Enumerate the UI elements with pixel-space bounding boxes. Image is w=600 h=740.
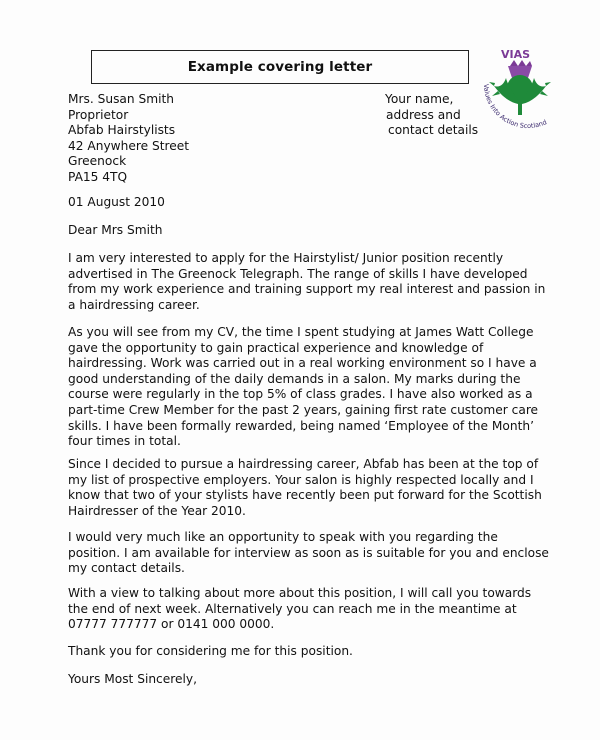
sender-line: Your name,: [385, 92, 454, 106]
paragraph-line: I am very interested to apply for the Hairstylist/ Junior position recently: [68, 251, 504, 265]
sender-line: address and: [386, 107, 461, 122]
vias-logo: [470, 44, 588, 140]
paragraph-line: four times in total.: [68, 434, 181, 449]
paragraph-line: hairdressing. Work was carried out in a real working environment so I have a: [68, 356, 537, 371]
paragraph-line: my contact details.: [68, 561, 185, 576]
paragraph-line: With a view to talking about more about this position, I will call you towards: [68, 586, 532, 600]
paragraph-line: position. I am available for interview as soon as is suitable for you and enclose: [68, 545, 549, 560]
thanks-line: Thank you for considering me for this position.: [68, 644, 353, 658]
salutation: Dear Mrs Smith: [68, 223, 163, 237]
paragraph-line: part-time Crew Member for the past 2 years, gaining first rate customer care: [68, 402, 539, 417]
recipient-street: 42 Anywhere Street: [68, 138, 189, 153]
paragraph-line: my list of prospective employers. Your salon is highly respected locally and I: [68, 472, 534, 487]
paragraph-line: Since I decided to pursue a hairdressing career, Abfab has been at the top of: [68, 457, 539, 471]
paragraph-line: the end of next week. Alternatively you can reach me in the meantime at: [68, 601, 517, 616]
paragraph-line: gave the opportunity to gain practical experience and knowledge of: [68, 340, 484, 355]
paragraph-line: course were regularly in the top 5% of class grades. I have also worked as a: [68, 387, 533, 402]
sender-address: [385, 92, 478, 139]
title-box: [91, 50, 469, 84]
paragraph-line: Hairdresser of the Year 2010.: [68, 503, 246, 518]
recipient-postcode: PA15 4TQ: [68, 169, 128, 184]
recipient-company: Abfab Hairstylists: [68, 123, 176, 138]
paragraph-motivation: [68, 457, 542, 519]
paragraph-line: 07777 777777 or 0141 000 0000.: [68, 617, 275, 632]
closing-line: Yours Most Sincerely,: [68, 672, 197, 686]
svg-text:Values Into Action Scotland: Values Into Action Scotland: [481, 83, 548, 131]
paragraph-interview: [68, 530, 549, 577]
recipient-town: Greenock: [68, 154, 127, 169]
paragraph-line: know that two of your stylists have recently been put forward for the Scottish: [68, 488, 542, 503]
paragraph-contact: [68, 586, 538, 633]
recipient-address: [68, 92, 189, 186]
paragraph-line: advertised in The Greenock Telegraph. The range of skills I have developed: [68, 266, 528, 281]
sender-line: contact details: [388, 123, 479, 138]
recipient-title: Proprietor: [68, 107, 129, 122]
thistle-icon: [470, 44, 588, 140]
recipient-name: Mrs. Susan Smith: [68, 92, 174, 106]
paragraph-line: from my work experience and training support my real interest and passion in: [68, 282, 546, 297]
paragraph-intro: [68, 251, 546, 313]
paragraph-line: good understanding of the daily demands in a salon. My marks during the: [68, 371, 521, 386]
letter-date: 01 August 2010: [68, 195, 165, 209]
paragraph-line: skills. I have been formally rewarded, being named ‘Employee of the Month’: [68, 418, 534, 433]
paragraph-line: a hairdressing career.: [68, 297, 200, 312]
paragraph-line: As you will see from my CV, the time I spent studying at James Watt College: [68, 325, 534, 339]
paragraph-experience: [68, 325, 538, 450]
svg-text:VIAS: VIAS: [501, 48, 531, 61]
page-title: Example covering letter: [187, 59, 373, 75]
paragraph-line: I would very much like an opportunity to speak with you regarding the: [68, 530, 498, 544]
